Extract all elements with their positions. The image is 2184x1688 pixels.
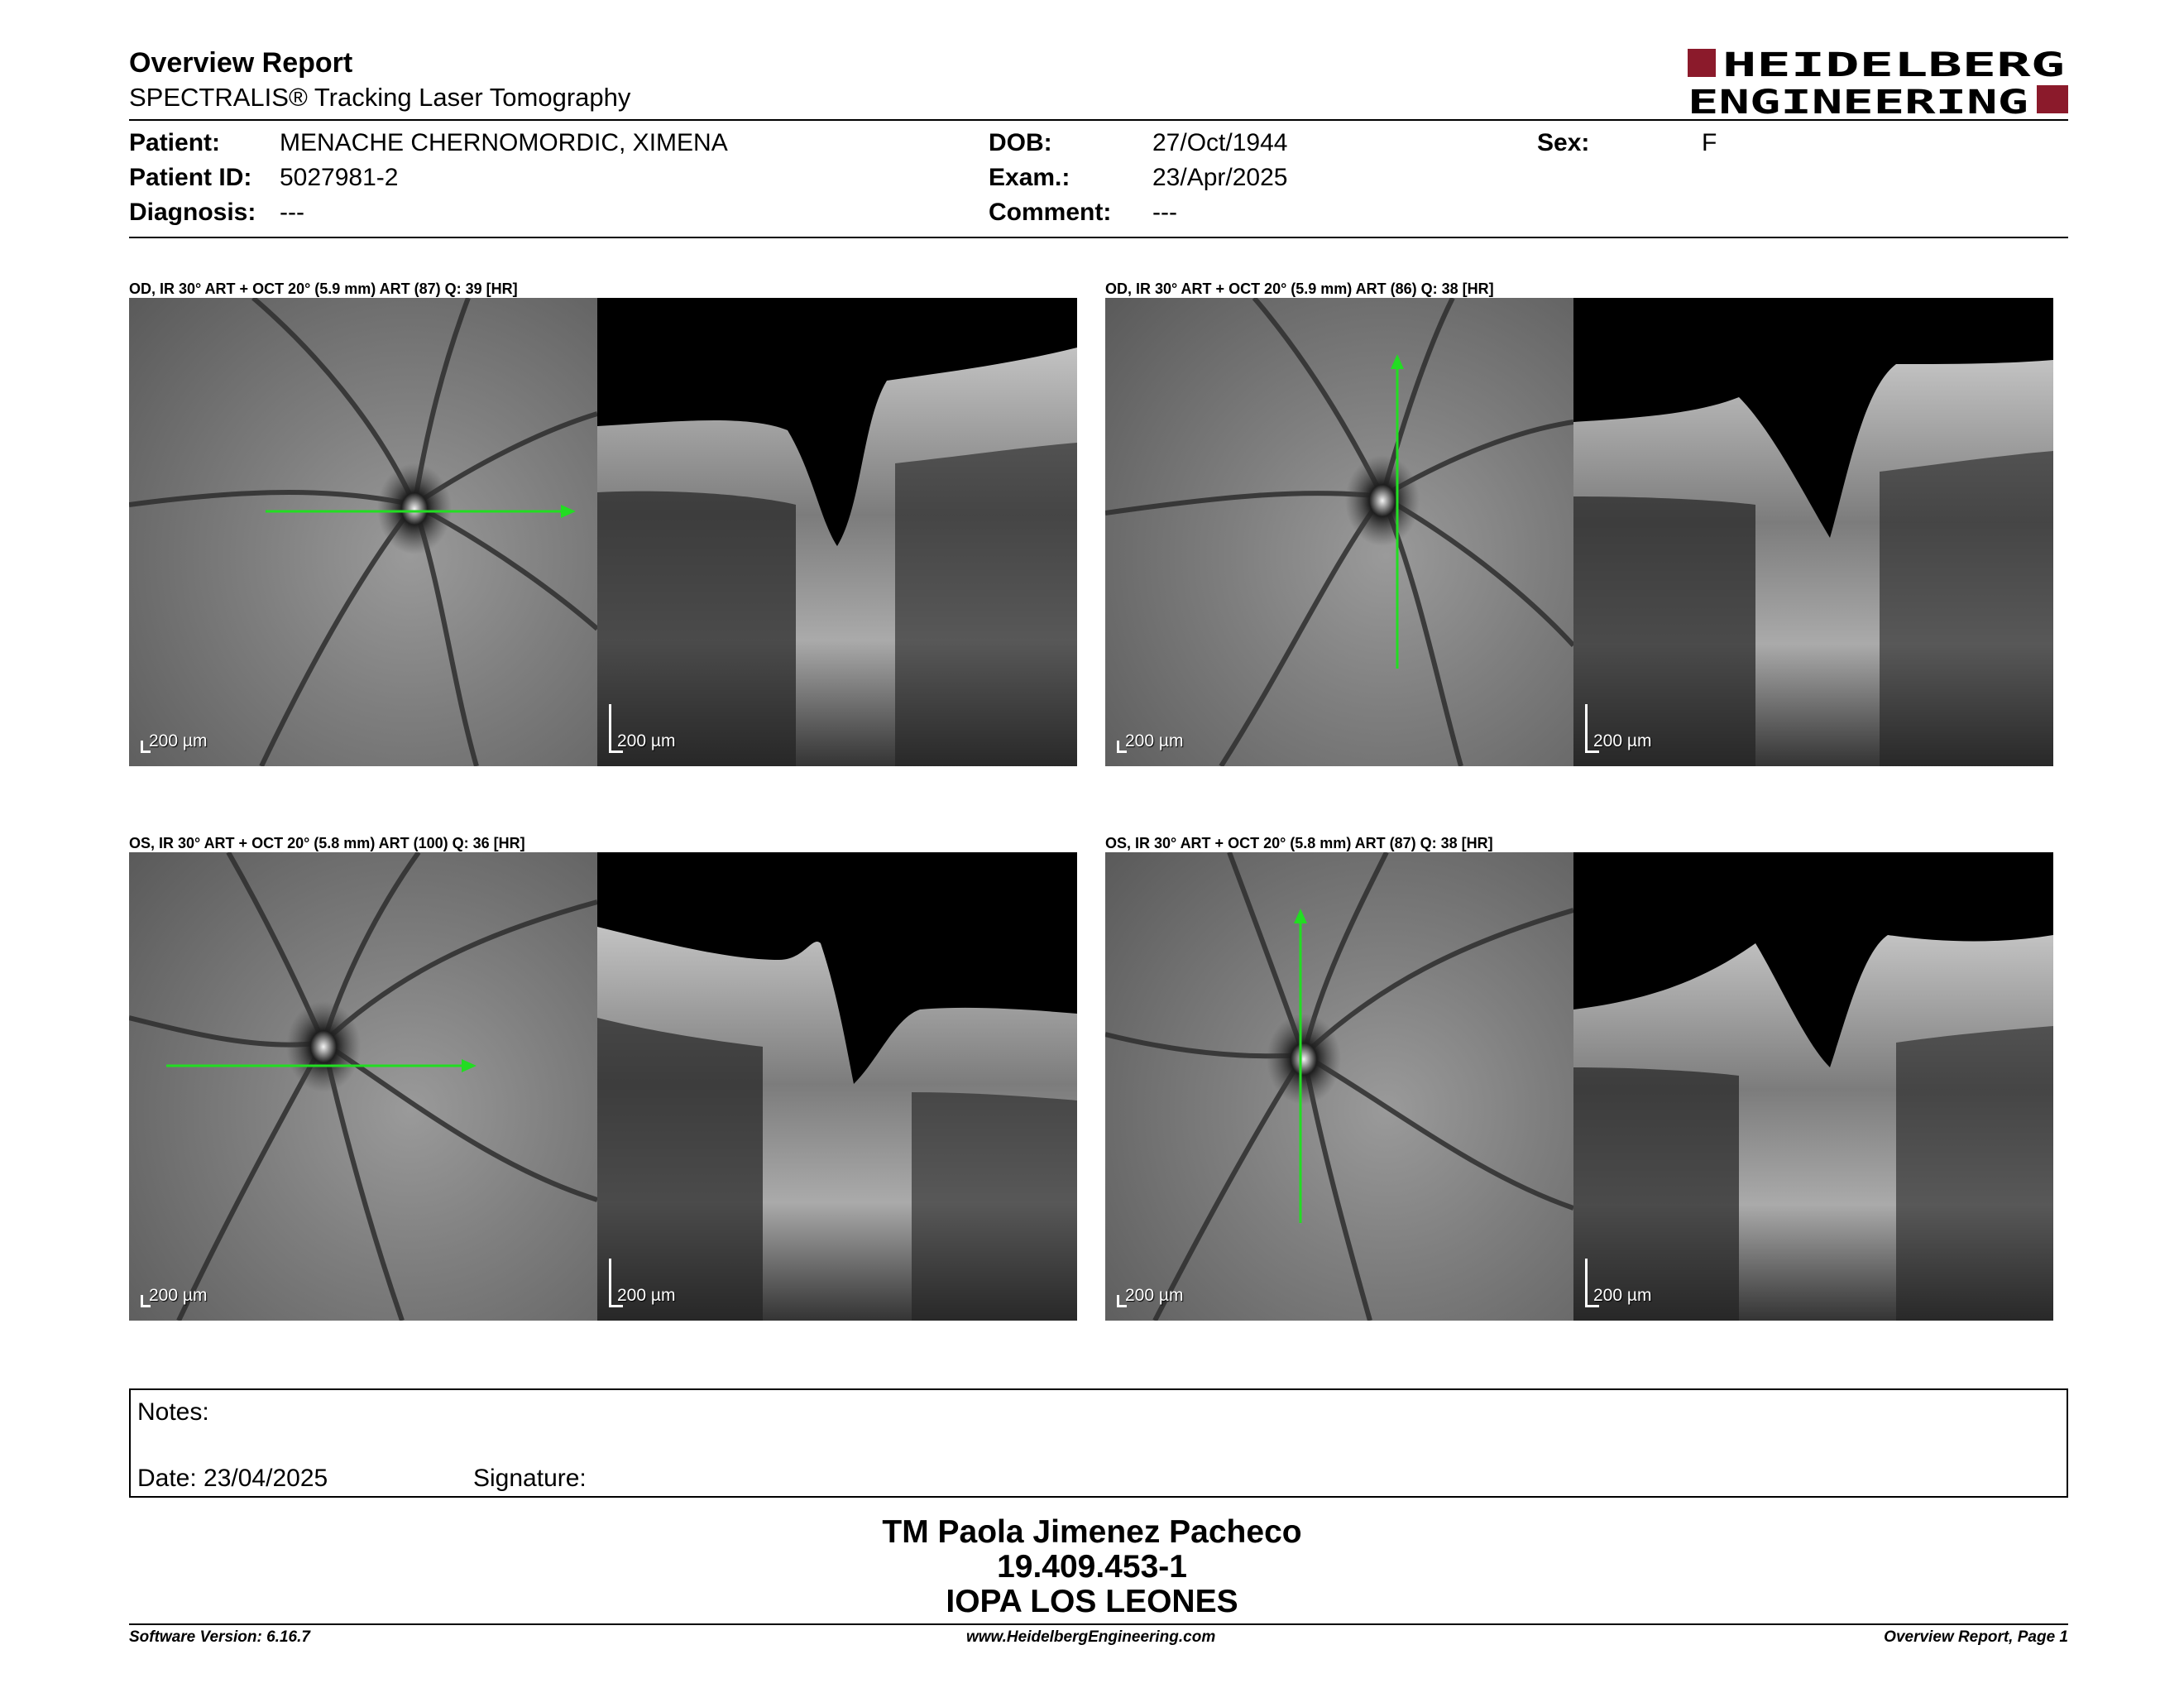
oct-scale-label: 200 µm	[1593, 1286, 1652, 1305]
ir-fundus-image	[129, 852, 597, 1321]
notes-date: Date: 23/04/2025	[137, 1465, 328, 1492]
sex-value: F	[1702, 129, 1717, 156]
oct-scale-label: 200 µm	[617, 731, 676, 750]
signature-id: 19.409.453-1	[997, 1549, 1187, 1585]
dob-label: DOB:	[989, 129, 1052, 156]
oct-retina-profile	[597, 298, 1077, 766]
patient-name: MENACHE CHERNOMORDIC, XIMENA	[280, 129, 728, 156]
scan-panel-od-horizontal	[129, 298, 1077, 766]
fundus-vessels	[129, 298, 597, 766]
oct-bscan-image	[597, 298, 1077, 766]
ir-scale-label: 200 µm	[149, 731, 208, 750]
diagnosis-value: ---	[280, 199, 304, 226]
ir-scale-label: 200 µm	[1125, 1286, 1184, 1305]
software-version: Software Version: 6.16.7	[129, 1628, 310, 1646]
header-rule	[129, 119, 2068, 121]
report-subtitle: SPECTRALIS® Tracking Laser Tomography	[129, 83, 631, 112]
signature-name: TM Paola Jimenez Pacheco	[882, 1514, 1302, 1550]
scan-panel-os-horizontal	[129, 852, 1077, 1321]
logo-line1: HEIDELBERG	[1722, 46, 2065, 84]
scan-label-os-vertical: OS, IR 30° ART + OCT 20° (5.8 mm) ART (87) Q: 38 [HR]	[1105, 835, 1493, 851]
scan-label-os-horizontal: OS, IR 30° ART + OCT 20° (5.8 mm) ART (100) Q: 36 [HR]	[129, 835, 525, 851]
notes-label: Notes:	[137, 1398, 209, 1426]
ir-fundus-image	[1105, 852, 1573, 1321]
oct-bscan-image	[597, 852, 1077, 1321]
oct-retina-profile	[1573, 852, 2053, 1321]
logo-line2: ENGINEERING	[1688, 84, 2028, 117]
ir-scale-label: 200 µm	[149, 1286, 208, 1305]
signature-institution: IOPA LOS LEONES	[946, 1584, 1238, 1619]
signature-label: Signature:	[473, 1465, 587, 1492]
patient-id-label: Patient ID:	[129, 164, 252, 191]
oct-bscan-image	[1573, 298, 2053, 766]
sex-label: Sex:	[1537, 129, 1590, 156]
oct-scale-label: 200 µm	[617, 1286, 676, 1305]
footer-rule	[129, 1623, 2068, 1625]
report-title: Overview Report	[129, 47, 353, 79]
website-link[interactable]: www.HeidelbergEngineering.com	[966, 1628, 1216, 1646]
notes-box	[129, 1388, 2068, 1498]
fundus-vessels	[1105, 852, 1573, 1321]
page-label: Overview Report, Page 1	[1884, 1628, 2068, 1646]
patient-rule	[129, 237, 2068, 238]
heidelberg-logo	[1688, 46, 2068, 117]
scan-panel-od-vertical	[1105, 298, 2053, 766]
comment-value: ---	[1152, 199, 1177, 226]
scan-label-od-vertical: OD, IR 30° ART + OCT 20° (5.9 mm) ART (86) Q: 38 [HR]	[1105, 281, 1494, 297]
exam-label: Exam.:	[989, 164, 1070, 191]
scan-label-od-horizontal: OD, IR 30° ART + OCT 20° (5.9 mm) ART (87) Q: 39 [HR]	[129, 281, 518, 297]
oct-bscan-image	[1573, 852, 2053, 1321]
oct-retina-profile	[597, 852, 1077, 1321]
ir-fundus-image	[129, 298, 597, 766]
scan-panel-os-vertical	[1105, 852, 2053, 1321]
patient-id: 5027981-2	[280, 164, 399, 191]
fundus-vessels	[129, 852, 597, 1321]
dob-value: 27/Oct/1944	[1152, 129, 1288, 156]
oct-retina-profile	[1573, 298, 2053, 766]
fundus-vessels	[1105, 298, 1573, 766]
comment-label: Comment:	[989, 199, 1112, 226]
patient-label: Patient:	[129, 129, 221, 156]
ir-fundus-image	[1105, 298, 1573, 766]
ir-scale-label: 200 µm	[1125, 731, 1184, 750]
diagnosis-label: Diagnosis:	[129, 199, 256, 226]
oct-scale-label: 200 µm	[1593, 731, 1652, 750]
exam-value: 23/Apr/2025	[1152, 164, 1288, 191]
